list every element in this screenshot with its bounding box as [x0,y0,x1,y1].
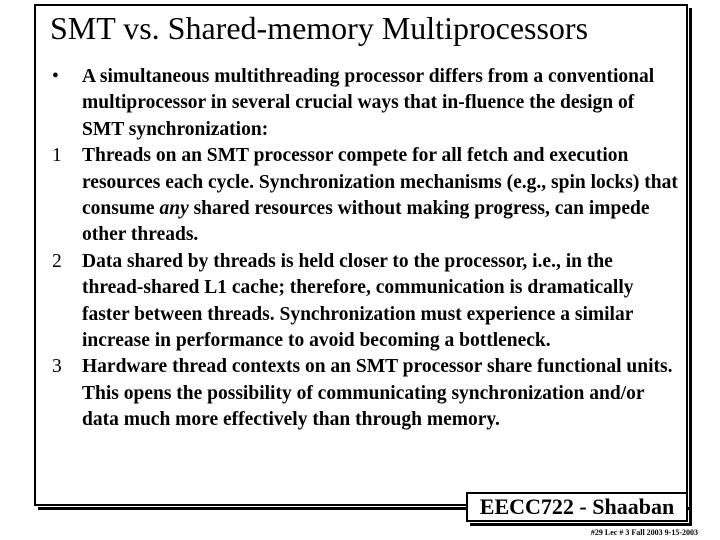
list-marker-3: 3 [52,356,62,378]
list-text-3: Hardware thread contexts on an SMT processor share functional units. This opens the possibility of communicating synchronization and/or data much more effectively than through memory. [82,356,673,431]
list-item-2 [52,249,678,355]
slide-body [52,64,678,434]
list-text-1-before: Threads on an SMT processor compete for all fetch and execution resources each cycle. Synchronization mechanisms (e.g., spin locks) that consume [82,145,678,220]
list-marker-2: 2 [52,250,62,272]
slide-title: SMT vs. Shared-memory Multiprocessors [50,10,589,46]
list-text-1-emphasis: any [159,198,189,220]
list-item-3 [52,354,678,433]
bullet-item [52,64,678,143]
bullet-marker: • [52,66,59,87]
bullet-text: A simultaneous multithreading processor differs from a conventional multiprocessor in several crucial ways that in-fluence the design of SMT synchronization: [82,66,655,140]
list-text-1-after: shared resources without making progress, can impede other threads. [82,198,650,246]
list-marker-1: 1 [52,145,62,167]
slide-meta: #29 Lec # 3 Fall 2003 9-15-2003 [590,528,698,537]
list-item-1 [52,143,678,249]
list-text-2: Data shared by threads is held closer to the processor, i.e., in the thread-shared L1 cache; therefore, communication is dramatically faster between threads. Synchronization must experience a similar increase in performance to avoid becoming a bottleneck. [82,250,634,352]
list-text-1 [82,143,678,249]
course-label-box: EECC722 - Shaaban [466,492,688,522]
